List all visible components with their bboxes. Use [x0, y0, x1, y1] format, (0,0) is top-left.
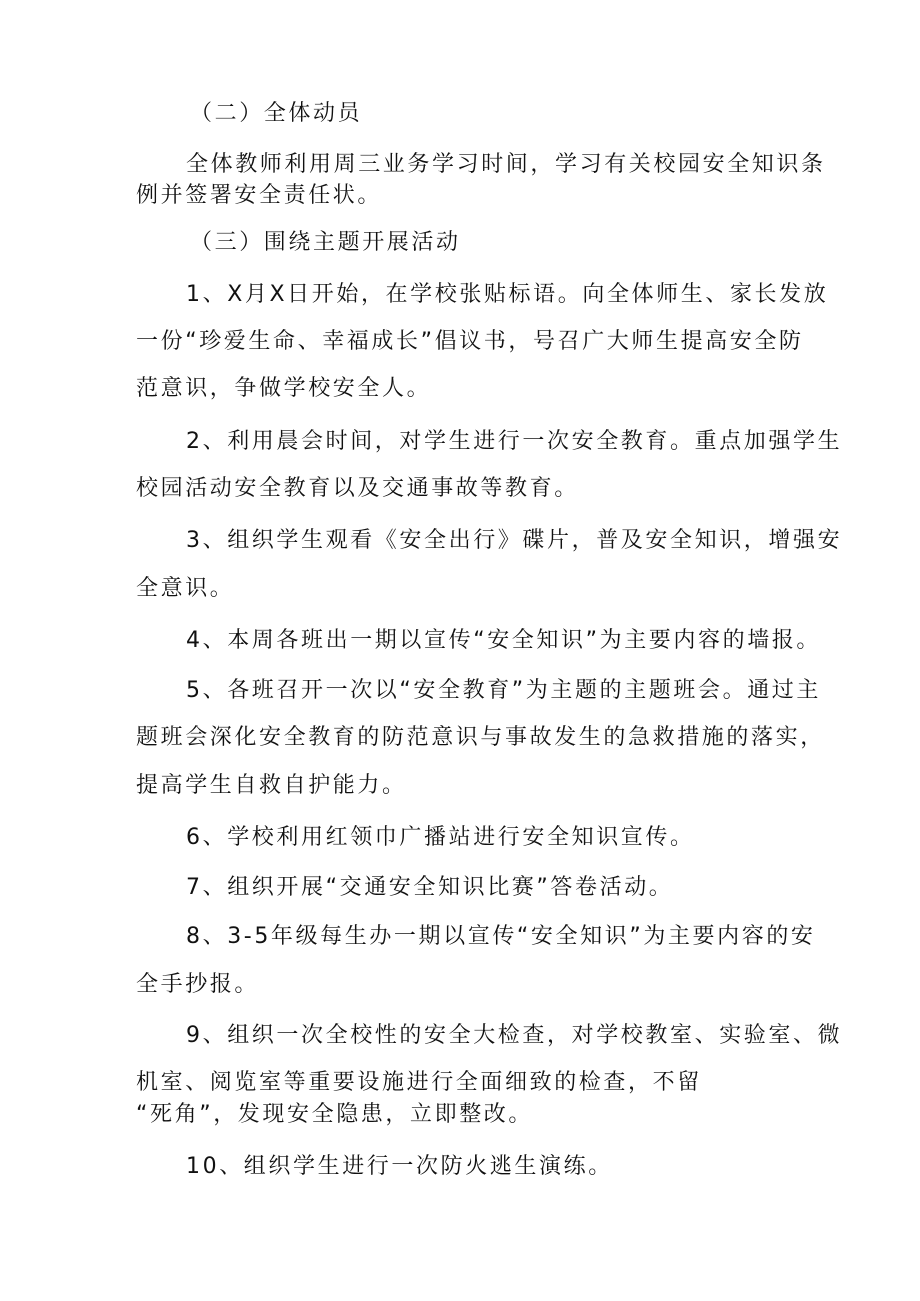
paragraph-line: 全体教师利用周三业务学习时间，学习有关校园安全知识条	[186, 152, 826, 177]
list-item-line: 校园活动安全教育以及交通事故等教育。	[136, 476, 579, 501]
list-item-line: 6、学校利用红领巾广播站进行安全知识宣传。	[186, 825, 695, 850]
section-heading-2: （二）全体动员	[190, 101, 363, 126]
list-item-line: 4、本周各班出一期以宣传“安全知识”为主要内容的墙报。	[186, 628, 821, 653]
list-item-line: 提高学生自救自护能力。	[136, 773, 407, 798]
list-item-line: 9、组织一次全校性的安全大检查，对学校教室、实验室、微	[186, 1023, 843, 1048]
list-item-line: 3、组织学生观看《安全出行》碟片，普及安全知识，增强安	[186, 528, 843, 553]
list-item-line: 机室、阅览室等重要设施进行全面细致的检查，不留	[136, 1070, 702, 1095]
list-item-line: 全意识。	[136, 576, 235, 601]
list-item-line: 1、X月X日开始，在学校张贴标语。向全体师生、家长发放	[186, 282, 829, 307]
list-item-line: “死角”，发现安全隐患，立即整改。	[136, 1102, 533, 1127]
list-item-line: 一份“珍爱生命、幸福成长”倡议书，号召广大师生提高安全防	[136, 329, 804, 354]
list-item-line: 8、3-5年级每生办一期以宣传“安全知识”为主要内容的安	[186, 924, 816, 949]
list-item-line: 2、利用晨会时间，对学生进行一次安全教育。重点加强学生	[186, 429, 843, 454]
list-item-line: 范意识，争做学校安全人。	[136, 376, 432, 401]
list-item-line: 10、组织学生进行一次防火逃生演练。	[186, 1154, 613, 1179]
section-heading-3: （三）围绕主题开展活动	[190, 230, 461, 255]
list-item-line: 5、各班召开一次以“安全教育”为主题的主题班会。通过主	[186, 678, 821, 703]
list-item-line: 题班会深化安全教育的防范意识与事故发生的急救措施的落实，	[136, 725, 825, 750]
list-item-line: 全手抄报。	[136, 972, 260, 997]
list-item-line: 7、组织开展“交通安全知识比赛”答卷活动。	[186, 875, 674, 900]
paragraph-line: 例并签署安全责任状。	[136, 183, 383, 208]
